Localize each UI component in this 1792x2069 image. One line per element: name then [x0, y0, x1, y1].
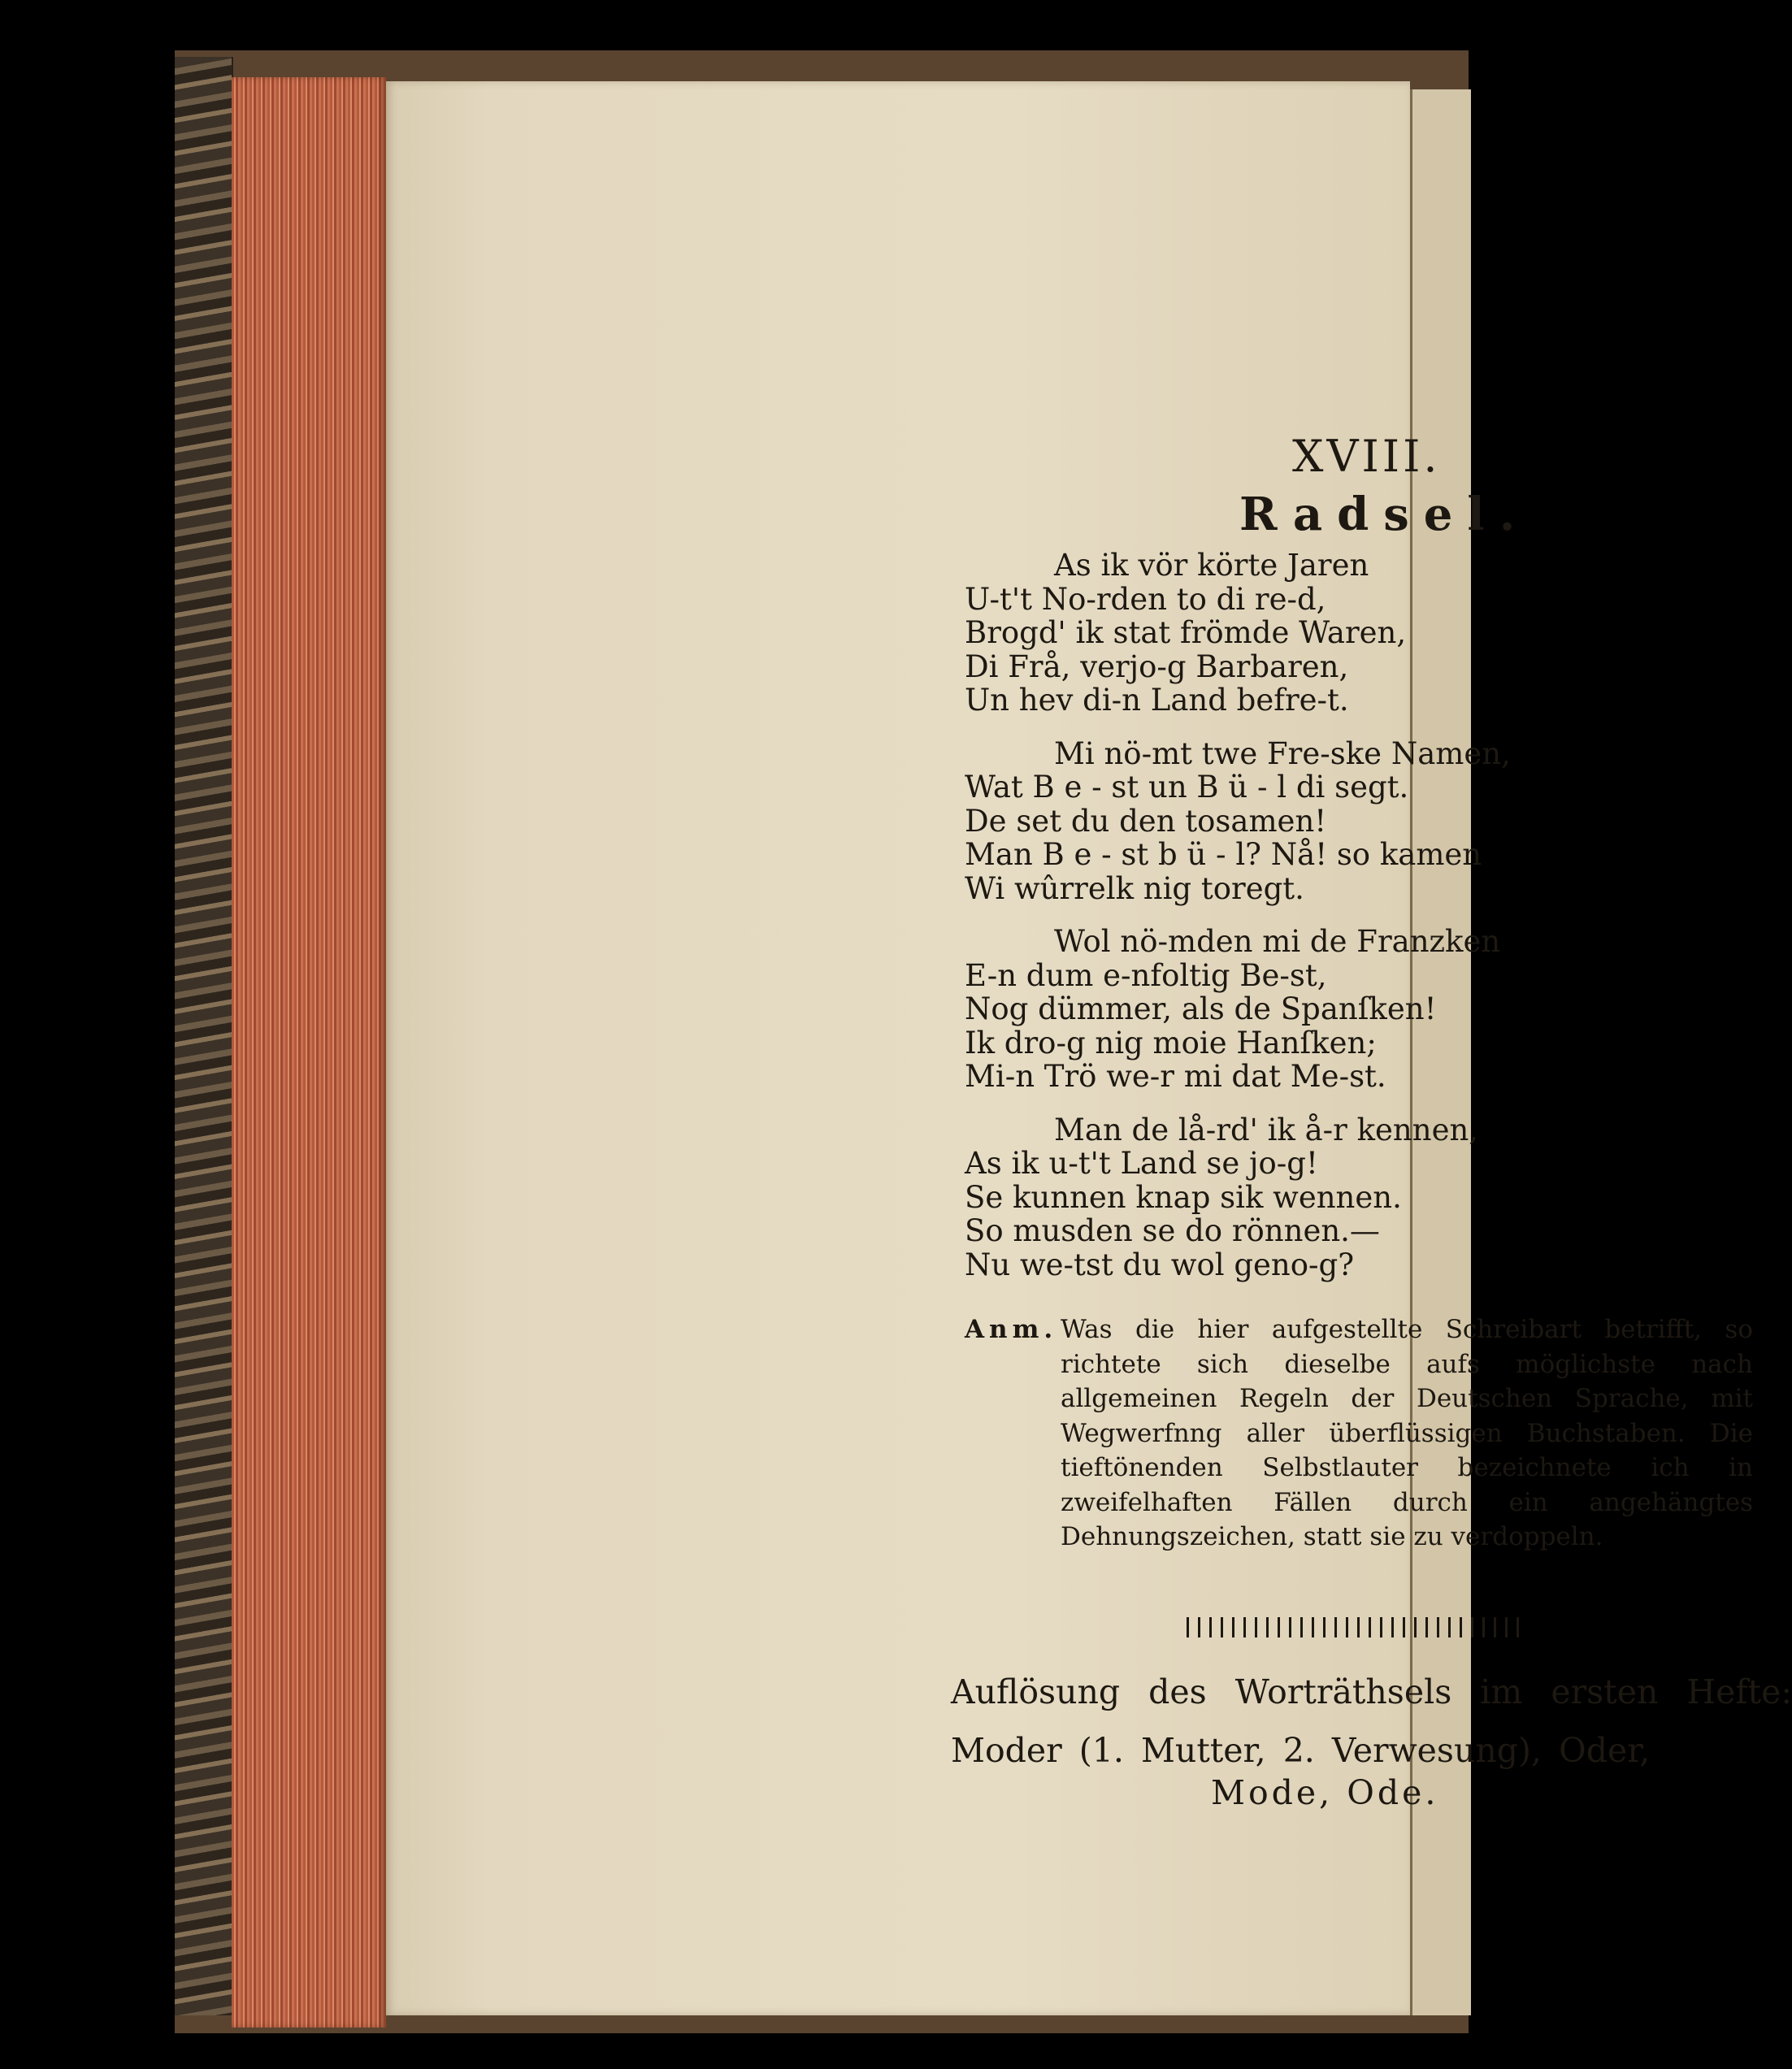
- poem-line: Wat B e - st un B ü - l di segt.: [965, 770, 1409, 805]
- poem-line: Wol nö-mden mi de Franzken: [1054, 924, 1501, 959]
- poem-line: E-n dum e-nfoltig Be-st,: [965, 957, 1327, 993]
- poem-line: Di Frå, verjo-g Barbaren,: [965, 648, 1349, 684]
- page-title: Radsel.: [1239, 488, 1530, 541]
- solution-line-2: Mode, Ode.: [1211, 1773, 1439, 1812]
- footnote: [965, 1312, 1753, 1555]
- ornament-divider: [1187, 1617, 1520, 1637]
- book-page: [386, 81, 1792, 2015]
- poem: [965, 549, 1615, 1301]
- poem-line: Man B e - st b ü - l? Nå! so kamen: [965, 837, 1482, 872]
- stanza-1: [965, 549, 1615, 718]
- footnote-label: Anm.: [965, 1315, 1058, 1344]
- marbled-binding: [175, 57, 233, 2015]
- poem-line: Mi-n Trö we-r mi dat Me-st.: [965, 1059, 1386, 1094]
- poem-line: Un hev di-n Land befre-t.: [965, 683, 1349, 718]
- poem-line: Wi wûrrelk nig toregt.: [965, 870, 1304, 906]
- poem-line: Nu we-tst du wol geno-g?: [965, 1247, 1355, 1282]
- poem-line: Nog dümmer, als de Spanſken!: [965, 991, 1437, 1026]
- page-content: [386, 81, 1792, 2015]
- page-edges: [232, 77, 386, 2028]
- stanza-4: [965, 1113, 1615, 1282]
- stanza-3: [965, 925, 1615, 1094]
- poem-line: Ik dro-g nig moie Hanſken;: [965, 1025, 1377, 1061]
- poem-line: Man de lå-rd' ik å-r kennen,: [1054, 1112, 1479, 1147]
- poem-line: Mi nö-mt twe Fre-ske Namen,: [1054, 735, 1511, 771]
- poem-line: Brogd' ik stat frömde Waren,: [965, 615, 1407, 650]
- poem-line: As ik u-t't Land se jo-g!: [965, 1146, 1318, 1181]
- footnote-text: Was die hier aufgestellte Schreibart betrifft, so richtete sich dieselbe aufs möglichste nach allgemeinen Regeln der Deutschen Sprache, mit Wegwerfnng aller überflüssigen Buchstaben. Die tieftönenden Selbstlauter bezeichnete ich in zweifelhaften Fällen durch ein angehängtes Dehnungszeichen, statt sie zu verdoppeln.: [1061, 1315, 1753, 1551]
- poem-line: U-t't No-rden to di re-d,: [965, 581, 1326, 617]
- solution-heading: Auflösung des Worträthsels im ersten Hefte:: [951, 1672, 1792, 1711]
- chapter-numeral: XVIII.: [1292, 431, 1441, 482]
- stanza-2: [965, 737, 1615, 906]
- poem-line: Se kunnen knap sik wennen.: [965, 1179, 1402, 1215]
- poem-line: De set du den tosamen!: [965, 803, 1327, 839]
- poem-line: As ik vör körte Jaren: [1054, 548, 1369, 583]
- solution-text: [951, 1729, 1749, 1814]
- solution-line-1: Moder (1. Mutter, 2. Verwesung), Oder,: [951, 1731, 1651, 1770]
- poem-line: So musden se do rönnen.—: [965, 1213, 1380, 1248]
